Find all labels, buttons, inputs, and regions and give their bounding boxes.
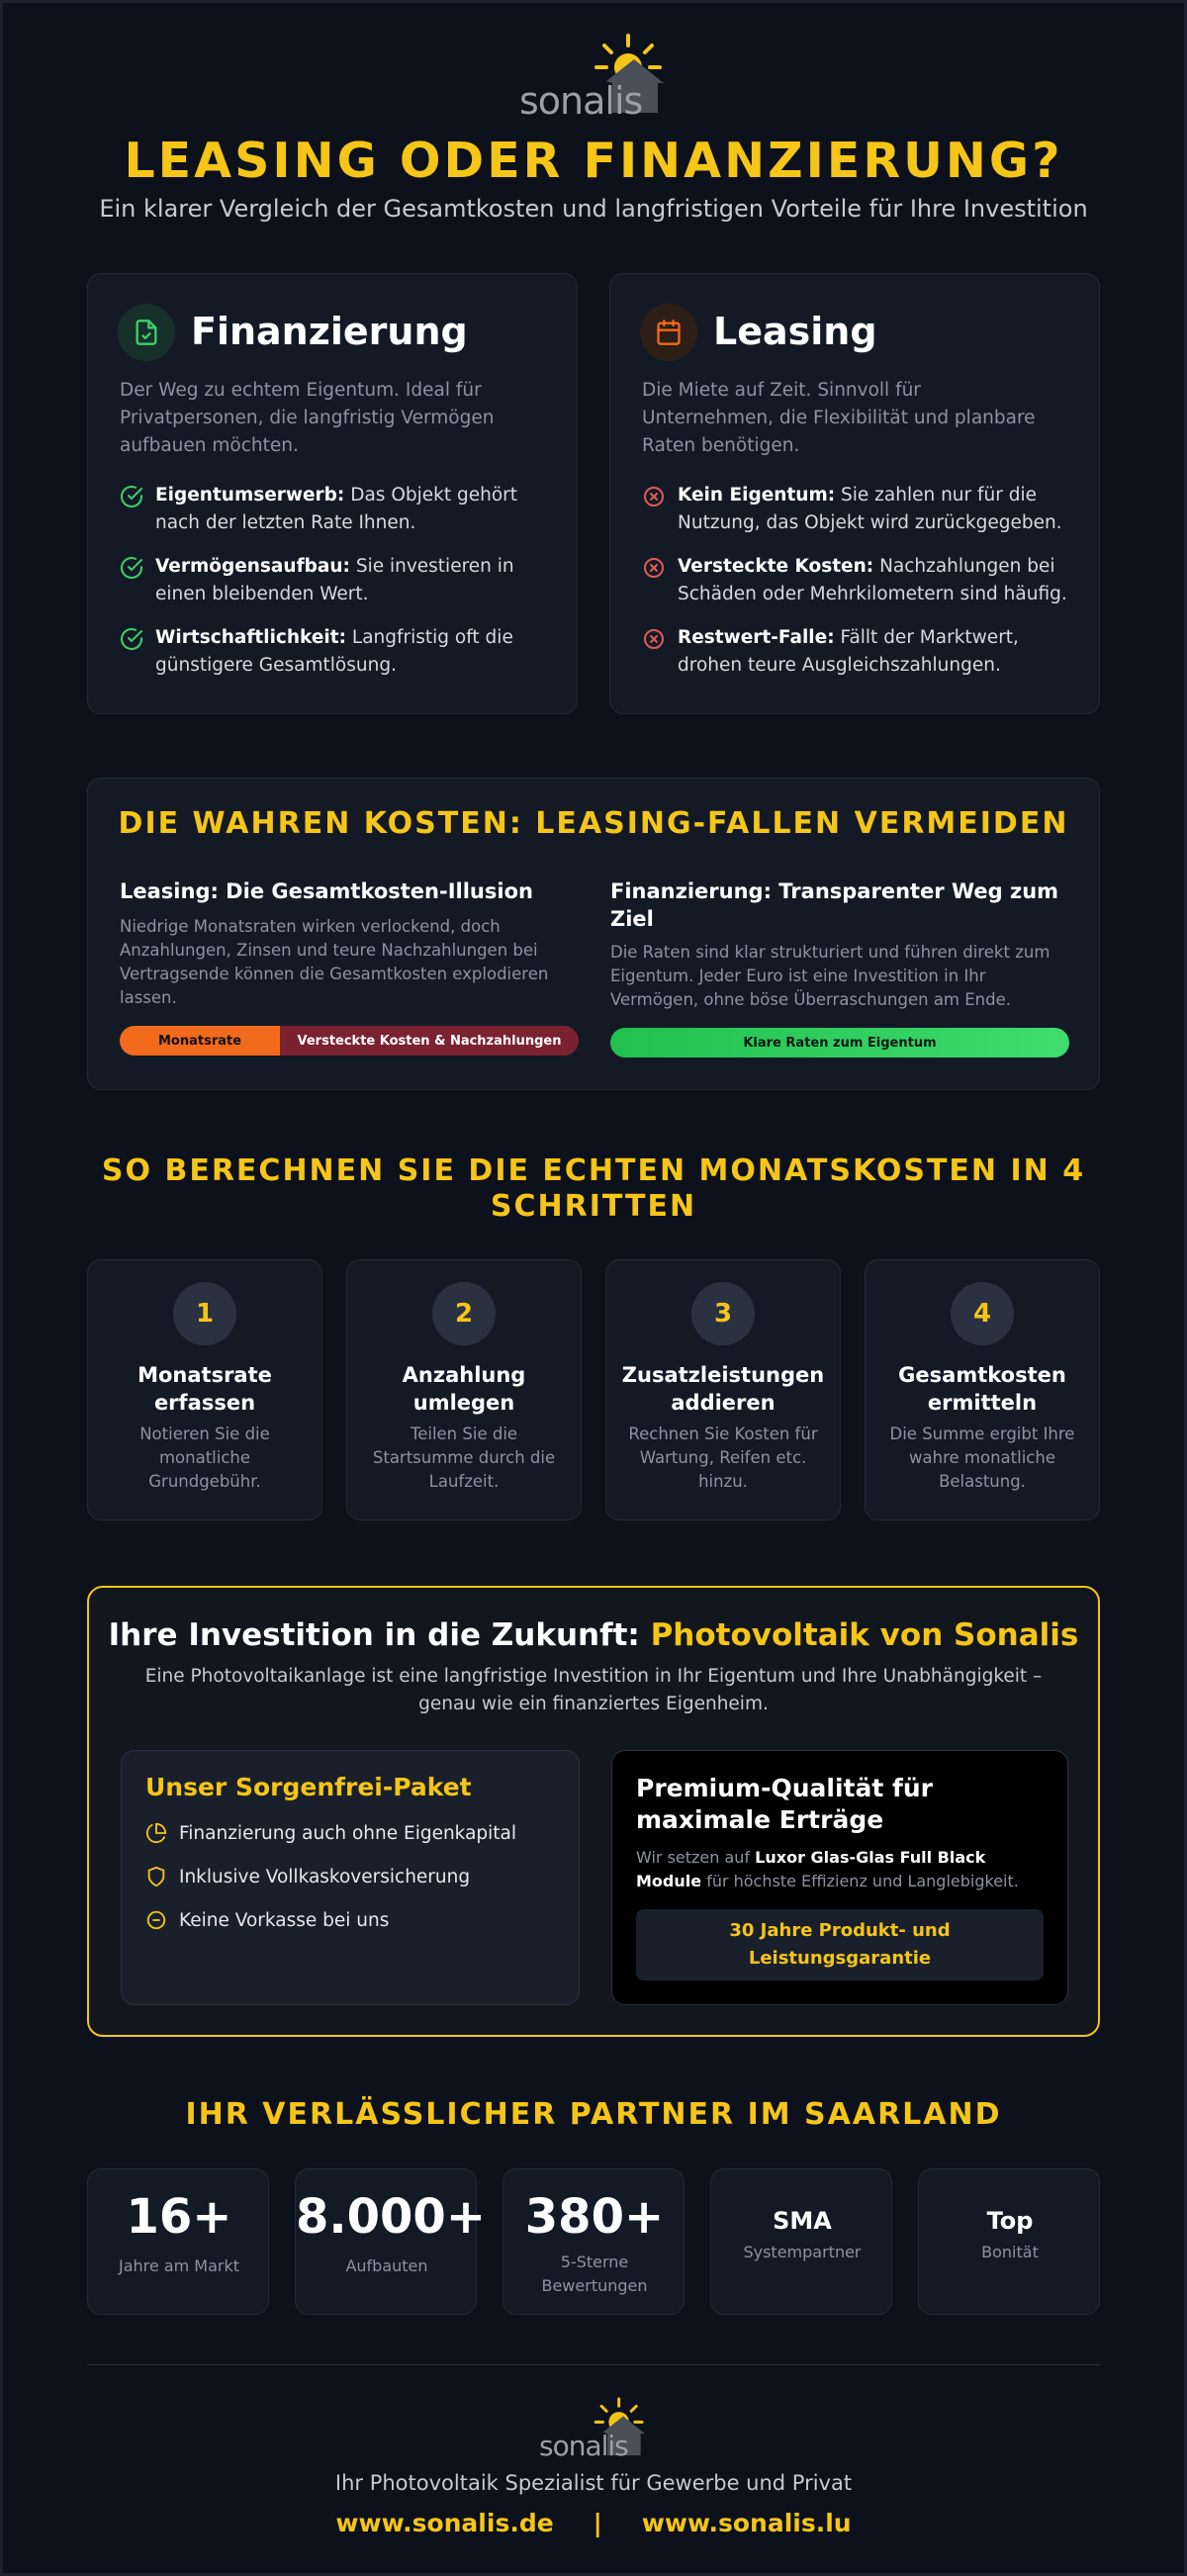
premium-description: Wir setzen auf Luxor Glas-Glas Full Black Module für höchste Effizienz und Langlebigkeit. [636, 1848, 1019, 1890]
x-circle-icon [642, 556, 666, 580]
stat-label: Systempartner [743, 2243, 862, 2261]
footer-links [0, 2509, 1187, 2537]
leasing-description: Die Miete auf Zeit. Sinnvoll für Unternehmen, die Flexibilität und planbare Raten benötigen. [642, 380, 1036, 456]
premium-quality-box [611, 1750, 1068, 2005]
premium-title: Premium-Qualität für maximale Erträge [636, 1774, 933, 1834]
stat-value: Top [986, 2207, 1034, 2235]
calendar-icon [640, 304, 697, 361]
sonalis-logo [519, 34, 668, 123]
leasing-card [609, 273, 1100, 714]
warranty-badge: 30 Jahre Produkt- und Leistungsgarantie [636, 1909, 1044, 1980]
step-title: Gesamtkosten ermitteln [898, 1363, 1066, 1415]
stat-value: SMA [773, 2207, 832, 2235]
costs-title: DIE WAHREN KOSTEN: LEASING-FALLEN VERMEIDEN [118, 806, 1069, 841]
stat-label: 5-Sterne Bewertungen [541, 2253, 648, 2295]
step-card [346, 1259, 582, 1520]
costs-card [87, 778, 1100, 1090]
step-description: Die Summe ergibt Ihre wahre monatliche Belastung. [889, 1425, 1075, 1491]
stat-value: 380+ [524, 2189, 665, 2245]
shield-icon [145, 1866, 167, 1887]
minus-circle-icon [145, 1909, 167, 1931]
financing-point: Wirtschaftlichkeit: Langfristig oft die günstigere Gesamtlösung. [120, 624, 555, 680]
investment-panel [87, 1586, 1100, 2037]
financing-point: Vermögensaufbau: Sie investieren in einen bleibenden Wert. [120, 553, 555, 608]
check-circle-icon [120, 627, 143, 651]
clear-rates-label: Klare Raten zum Eigentum [743, 1035, 937, 1051]
package-item: Inklusive Vollkaskoversicherung [145, 1866, 470, 1887]
footer-logo [539, 2396, 648, 2461]
x-circle-icon [642, 627, 666, 651]
step-number: 1 [173, 1282, 236, 1345]
stat-card [710, 2168, 892, 2315]
stat-card [502, 2168, 685, 2315]
leasing-title: Leasing [713, 310, 877, 353]
pie-chart-icon [145, 1822, 167, 1844]
logo-wordmark: sonalis [519, 79, 643, 123]
stat-value: 8.000+ [296, 2189, 487, 2245]
leasing-cost-subtitle: Leasing: Die Gesamtkosten-Illusion [120, 879, 533, 903]
footer-divider [87, 2364, 1100, 2365]
step-title: Monatsrate erfassen [137, 1363, 272, 1415]
stat-label: Bonität [981, 2243, 1039, 2261]
link-separator: | [593, 2509, 602, 2537]
footer-tagline: Ihr Photovoltaik Spezialist für Gewerbe und Privat [334, 2471, 853, 2495]
steps-title: SO BERECHNEN SIE DIE ECHTEN MONATSKOSTEN IN 4 SCHRITTEN [101, 1153, 1086, 1224]
step-description: Teilen Sie die Startsumme durch die Laufzeit. [372, 1425, 556, 1491]
step-number: 2 [432, 1282, 496, 1345]
package-item: Finanzierung auch ohne Eigenkapital [145, 1822, 516, 1844]
financing-cost-subtitle: Finanzierung: Transparenter Weg zum Ziel [610, 879, 1059, 931]
leasing-cost-bar [120, 1026, 579, 1056]
step-description: Rechnen Sie Kosten für Wartung, Reifen etc. hinzu. [628, 1425, 818, 1491]
investment-title: Ihre Investition in die Zukunft: Photovoltaik von Sonalis [108, 1617, 1079, 1653]
leasing-point: Restwert-Falle: Fällt der Marktwert, drohen teure Ausgleichszahlungen. [642, 624, 1077, 680]
step-number: 4 [951, 1282, 1014, 1345]
hidden-costs-segment: Versteckte Kosten & Nachzahlungen [280, 1026, 579, 1056]
step-description: Notieren Sie die monatliche Grundgebühr. [139, 1425, 270, 1491]
sorgenfrei-package [121, 1750, 580, 2005]
package-item: Keine Vorkasse bei uns [145, 1909, 389, 1931]
investment-description: Eine Photovoltaikanlage ist eine langfristige Investition in Ihr Eigentum und Ihre Unabhängigkeit – genau wie ein finanziertes Eigenheim. [144, 1666, 1043, 1714]
page-title: LEASING ODER FINANZIERUNG? [124, 133, 1063, 189]
step-title: Anzahlung umlegen [402, 1363, 526, 1415]
partner-title: IHR VERLÄSSLICHER PARTNER IM SAARLAND [185, 2097, 1002, 2132]
financing-title: Finanzierung [191, 310, 468, 353]
stat-value: 16+ [126, 2189, 232, 2245]
step-title: Zusatzleistungen addieren [621, 1363, 825, 1415]
page-subtitle: Ein klarer Vergleich der Gesamtkosten und langfristigen Vorteile für Ihre Investition [99, 195, 1088, 223]
financing-point: Eigentumserwerb: Das Objekt gehört nach der letzten Rate Ihnen. [120, 482, 555, 537]
leasing-point: Kein Eigentum: Sie zahlen nur für die Nutzung, das Objekt wird zurückgegeben. [642, 482, 1077, 537]
step-card [605, 1259, 841, 1520]
logo-wordmark: sonalis [539, 2430, 628, 2462]
financing-description: Der Weg zu echtem Eigentum. Ideal für Privatpersonen, die langfristig Vermögen aufbauen möchten. [120, 380, 495, 456]
check-circle-icon [120, 556, 143, 580]
website-link-de[interactable]: www.sonalis.de [335, 2509, 554, 2537]
stat-card [87, 2168, 269, 2315]
step-card [87, 1259, 322, 1520]
file-check-icon [118, 304, 175, 361]
website-link-lu[interactable]: www.sonalis.lu [641, 2509, 852, 2537]
monthly-rate-segment: Monatsrate [120, 1026, 280, 1056]
x-circle-icon [642, 485, 666, 508]
package-title: Unser Sorgenfrei-Paket [145, 1773, 472, 1801]
stat-card [918, 2168, 1100, 2315]
stat-card [295, 2168, 487, 2315]
financing-cost-description: Die Raten sind klar strukturiert und führen direkt zum Eigentum. Jeder Euro ist eine Investition in Ihr Vermögen, ohne böse Überraschungen am Ende. [610, 943, 1050, 1009]
check-circle-icon [120, 485, 143, 508]
stat-label: Aufbauten [345, 2256, 428, 2275]
financing-cost-bar [610, 1028, 1069, 1058]
step-card [865, 1259, 1100, 1520]
stat-label: Jahre am Markt [118, 2256, 240, 2275]
step-number: 3 [691, 1282, 755, 1345]
financing-card [87, 273, 578, 714]
leasing-cost-description: Niedrige Monatsraten wirken verlockend, doch Anzahlungen, Zinsen und teure Nachzahlungen bei Vertragsende können die Gesamtkosten explodieren lassen. [120, 917, 549, 1007]
leasing-point: Versteckte Kosten: Nachzahlungen bei Schäden oder Mehrkilometern sind häufig. [642, 553, 1077, 608]
